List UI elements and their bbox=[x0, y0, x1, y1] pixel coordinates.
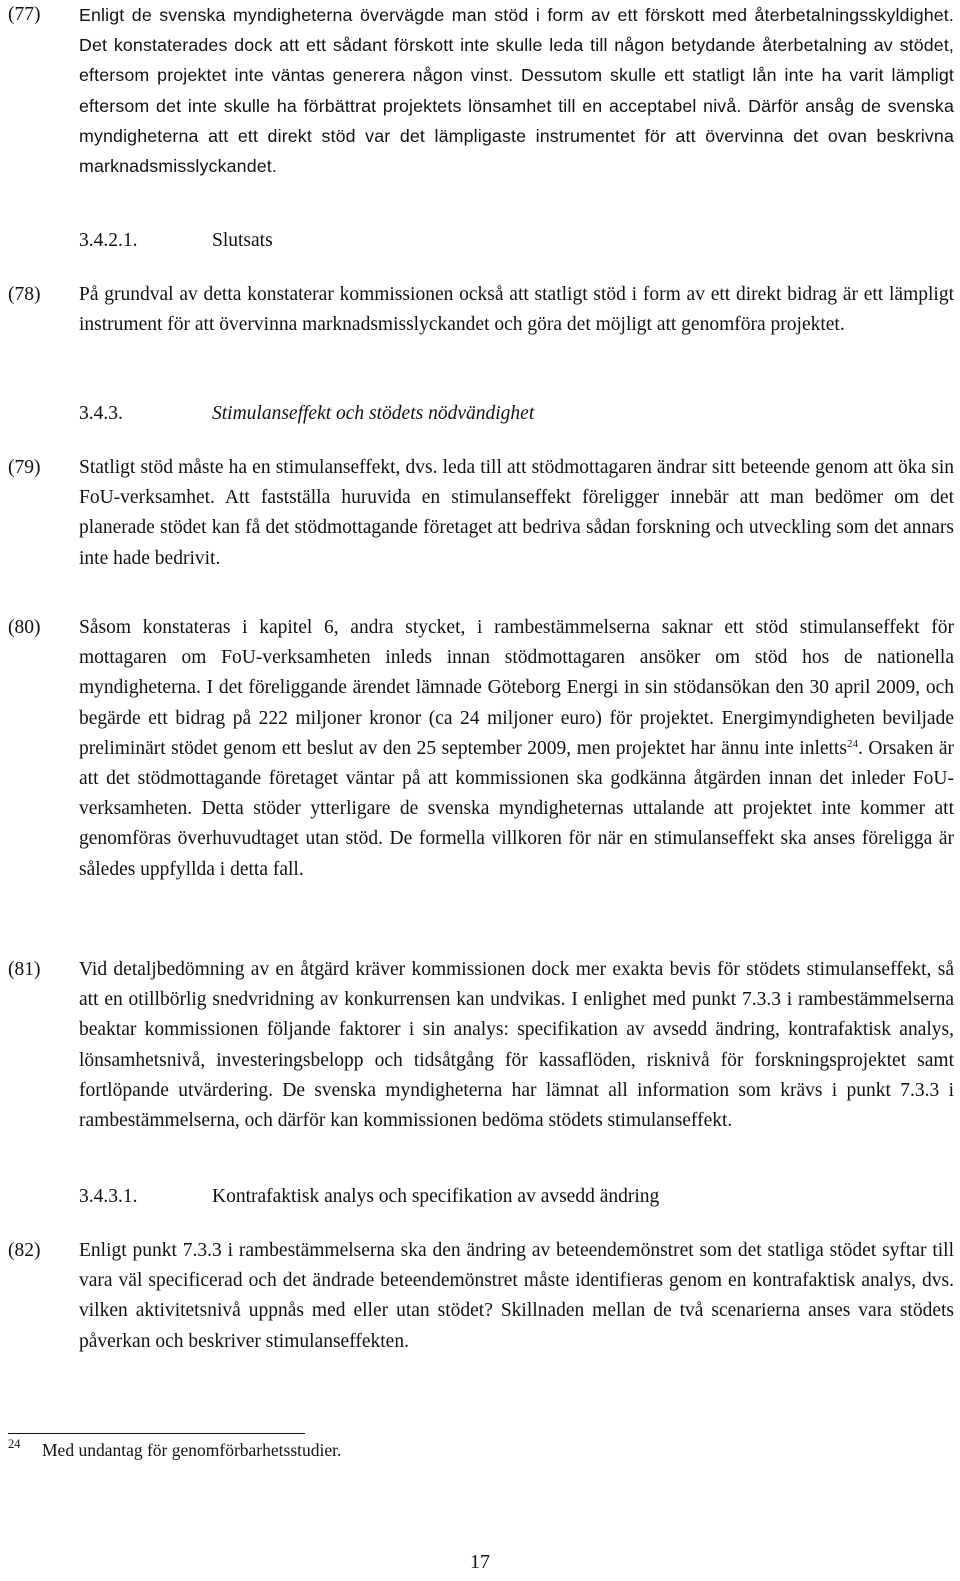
section-heading-3-4-2-1 bbox=[79, 226, 273, 256]
footnote-reference[interactable]: 24 bbox=[846, 737, 858, 750]
paragraph-number: (79) bbox=[8, 457, 41, 478]
footnote-separator bbox=[8, 1433, 305, 1434]
section-heading-3-4-3-1 bbox=[79, 1182, 659, 1212]
heading-title: Slutsats bbox=[212, 230, 273, 251]
heading-title: Stimulanseffekt och stödets nödvändighet bbox=[212, 403, 535, 424]
section-heading-3-4-3 bbox=[79, 399, 534, 429]
paragraph-number: (81) bbox=[8, 959, 41, 980]
paragraph-text: Enligt punkt 7.3.3 i rambestämmelserna ska den ändring av beteendemönstret som det statliga stödet syftar till vara väl specificerad och det ändrade beteendemönstret måste identifieras genom en kontrafaktisk analys, dvs. vilken aktivitetsnivå uppnås med eller utan stödet? Skillnaden mellan de två scenarierna anses vara stödets påverkan och beskriver stimulanseffekten. bbox=[79, 1240, 954, 1352]
paragraph-text-part: Såsom konstateras i kapitel 6, andra stycket, i rambestämmelserna saknar ett stöd stimulanseffekt för mottagaren om FoU-verksamheten inleds innan stödmottagaren ansöker om stöd hos de nationella myndigheterna. I det föreliggande ärendet lämnade Göteborg Energi in sin stödansökan den 30 april 2009, och begärde ett bidrag på 222 miljoner kronor (ca 24 miljoner euro) för projektet. Energimyndigheten beviljade preliminärt stödet genom ett beslut av den 25 september 2009, men projektet har ännu inte inletts bbox=[79, 617, 954, 759]
paragraph-number: (82) bbox=[8, 1240, 41, 1261]
heading-number: 3.4.3.1. bbox=[79, 1186, 138, 1207]
footnote-number: 24 bbox=[8, 1437, 21, 1451]
paragraph-number: (80) bbox=[8, 617, 41, 638]
paragraph-text bbox=[79, 613, 954, 885]
heading-number: 3.4.2.1. bbox=[79, 230, 138, 251]
heading-title: Kontrafaktisk analys och specifikation av avsedd ändring bbox=[212, 1186, 660, 1207]
paragraph-text: På grundval av detta konstaterar kommissionen också att statligt stöd i form av ett direkt bidrag är ett lämpligt instrument för att övervinna marknadsmisslyckandet och göra det möjligt att genomföra projektet. bbox=[79, 284, 954, 336]
paragraph-text: Statligt stöd måste ha en stimulanseffekt, dvs. leda till att stödmottagaren ändrar sitt beteende genom att öka sin FoU-verksamhet. Att fastställa huruvida en stimulanseffekt föreligger innebär att man bedömer om det planerade stödet kan få det stödmottagande företaget att bedriva sådan forskning och utveckling som det annars inte hade bedrivit. bbox=[79, 457, 954, 569]
footnote-text: Med undantag för genomförbarhetsstudier. bbox=[42, 1440, 342, 1460]
paragraph-text: Vid detaljbedömning av en åtgärd kräver kommissionen dock mer exakta bevis för stödets stimulanseffekt, så att en otillbörlig snedvridning av konkurrensen kan undvikas. I enlighet med punkt 7.3.3 i rambestämmelserna beaktar kommissionen följande faktorer i sin analys: specifikation av avsedd ändring, kontrafaktisk analys, lönsamhetsnivå, investeringsbelopp och tidsåtgång för kassaflöden, risknivå för forskningsprojektet samt fortlöpande utvärdering. De svenska myndigheterna har lämnat all information som krävs i punkt 7.3.3 i rambestämmelserna, och därför kan kommissionen bedöma stödets stimulanseffekt. bbox=[79, 959, 954, 1132]
paragraph-number: (78) bbox=[8, 284, 41, 305]
paragraph-text-part: . Orsaken är att det stödmottagande företaget väntar på att kommissionen ska godkänna åtgärden innan det inleder FoU-verksamheten. Detta stöder ytterligare de svenska myndigheternas uttalande att projektet inte kommer att genomföras överhuvudtaget utan stöd. De formella villkoren för när en stimulanseffekt ska anses föreligga är således uppfyllda i detta fall. bbox=[79, 737, 955, 880]
page-number: 17 bbox=[470, 1551, 490, 1573]
paragraph-number: (77) bbox=[8, 4, 41, 25]
paragraph-text: Enligt de svenska myndigheterna övervägde man stöd i form av ett förskott med återbetalningsskyldighet. Det konstaterades dock att ett sådant förskott inte skulle leda till någon betydande återbetalning av stödet, eftersom projektet inte väntas generera någon vinst. Dessutom skulle ett statligt lån inte ha varit lämpligt eftersom det inte skulle ha förbättrat projektets lönsamhet till en acceptabel nivå. Därför ansåg de svenska myndigheterna att ett direkt stöd var det lämpligaste instrumentet för att övervinna det ovan beskrivna marknadsmisslyckandet. bbox=[79, 5, 954, 177]
heading-number: 3.4.3. bbox=[79, 403, 123, 424]
